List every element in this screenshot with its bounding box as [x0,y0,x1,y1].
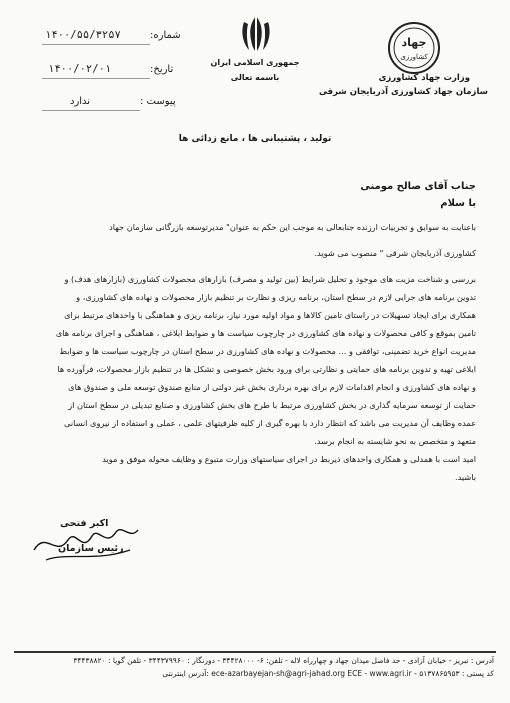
greeting: با سلام [440,198,476,209]
body-line: ابلاغی تهیه و تدوین برنامه های حمایتی و نظارتی برای ورود بخش خصوصی و تشکل ها در تنظیم بازار محصولات، فرآورده ها [57,364,476,374]
basmala: باسمه تعالی [230,73,280,82]
date-label: تاریخ: [150,64,174,75]
attachment-value: ندارد [70,96,91,107]
body-line: تامین بموقع و کافی محصولات و نهاده های کشاورزی در چارچوب سیاست ها و ضوابط ابلاغی ، هماهنگی و اجرای برنامه های [55,328,476,338]
footer-postal: کد پستی : ۵۱۳۷۸۶۵۹۵۳ - ece-azarbayejan-sh@agri-jahad.org ECE - www.agri.ir :آدرس اینترنتی [162,669,494,678]
number-label: شماره: [150,30,181,41]
number-underline [42,44,150,45]
footer-address: آدرس : تبریز - خیابان آزادی - حد فاصل میدان جهاد و چهارراه لاله - تلفن: ۶- ۳۴۴۲۸۰۰۰ - دورنگار : ۳۴۴۳۷۹۹۶۰ - تلفن گویا : ۳۴۴۳۸۸۲۰ [73,656,494,665]
signatory-name: اکبر فتحی [60,518,109,529]
ministry-logo [386,20,442,76]
org-name: سازمان جهاد کشاورزی آذربایجان شرقی [318,87,488,97]
addressee: جناب آقای صالح مومنی [360,181,476,192]
date-value: ۱۴۰۰/۰۲/۰۱ [48,63,112,75]
signatory-title: رئیس سازمان [58,543,124,554]
attachment-underline [42,110,140,111]
date-underline [42,78,150,79]
attachment-label: پیوست : [140,96,176,107]
republic-title: جمهوری اسلامی ایران [210,58,300,67]
body-line: مدیریت انواع خرید تضمینی، توافقی و ... محصولات و نهاده های کشاورزی در سطح استان در چارچوب سیاست ها و ضوابط [59,346,476,356]
body-line: همکاری برای ایجاد تسهیلات در راستای تامین کالاها و مواد اولیه مورد نیاز، برنامه ریزی و هماهنگی با واحدهای مرتبط برای [64,310,476,320]
body-line: متعهد و متخصص به نحو شایسته به انجام برسد. [314,436,476,446]
body-line: امید است با همدلی و همکاری واحدهای ذیربط در اجرای سیاستهای وزارت متبوع و وظایف محوله موفق و موید [102,454,476,464]
footer-divider [14,651,496,653]
body-line: تدوین برنامه های جرایی لازم در سطح استان، برنامه ریزی و نظارت بر تنظیم بازار محصولات و نهاده های کشاورزی، و [76,292,476,302]
number-value: ۱۴۰۰/۵۵/۳۲۵۷ [45,29,121,41]
body-line: حمایت از توسعه سرمایه گذاری در بخش کشاورزی مرتبط با طرح های بخش کشاورزی و صنایع تبدیلی در سطح استان از [68,400,476,410]
body-line: و نهاده های کشاورزی و انجام اقدامات لازم برای بهره برداری بخش غیر دولتی از منابع صندوق توسعه ملی و صندوق های [68,382,476,392]
body-line: بررسی و شناخت مزیت های موجود و تحلیل شرایط (بین تولید و مصرف) بازارهای محصولات کشاورزی (بازارهای هدف) و [64,274,476,284]
subject-line: تولید ، پشتیبانی ها ، مانع زدائی ها [178,134,332,144]
svg-text:کشاورزی: کشاورزی [400,53,428,61]
ministry-name: وزارت جهاد کشاورزی [378,73,470,83]
body-line: کشاورزی آذربایجان شرقی " منصوب می شوید. [314,248,476,258]
body-line: باشید. [454,472,476,482]
iran-emblem-icon [239,12,273,56]
svg-text:جهاد: جهاد [401,36,427,49]
body-line: عمده وظایف آن مدیریت می باشد که انتظار دارد با بهره گیری از کلیه ظرفیتهای علمی ، عملی و استفاده از نیروی انسانی [64,418,476,428]
body-line: باعنایت به سوابق و تجربیات ارزنده جنابعالی به موجب این حکم به عنوان" مدیرتوسعه بازرگانی سازمان جهاد [109,222,476,232]
